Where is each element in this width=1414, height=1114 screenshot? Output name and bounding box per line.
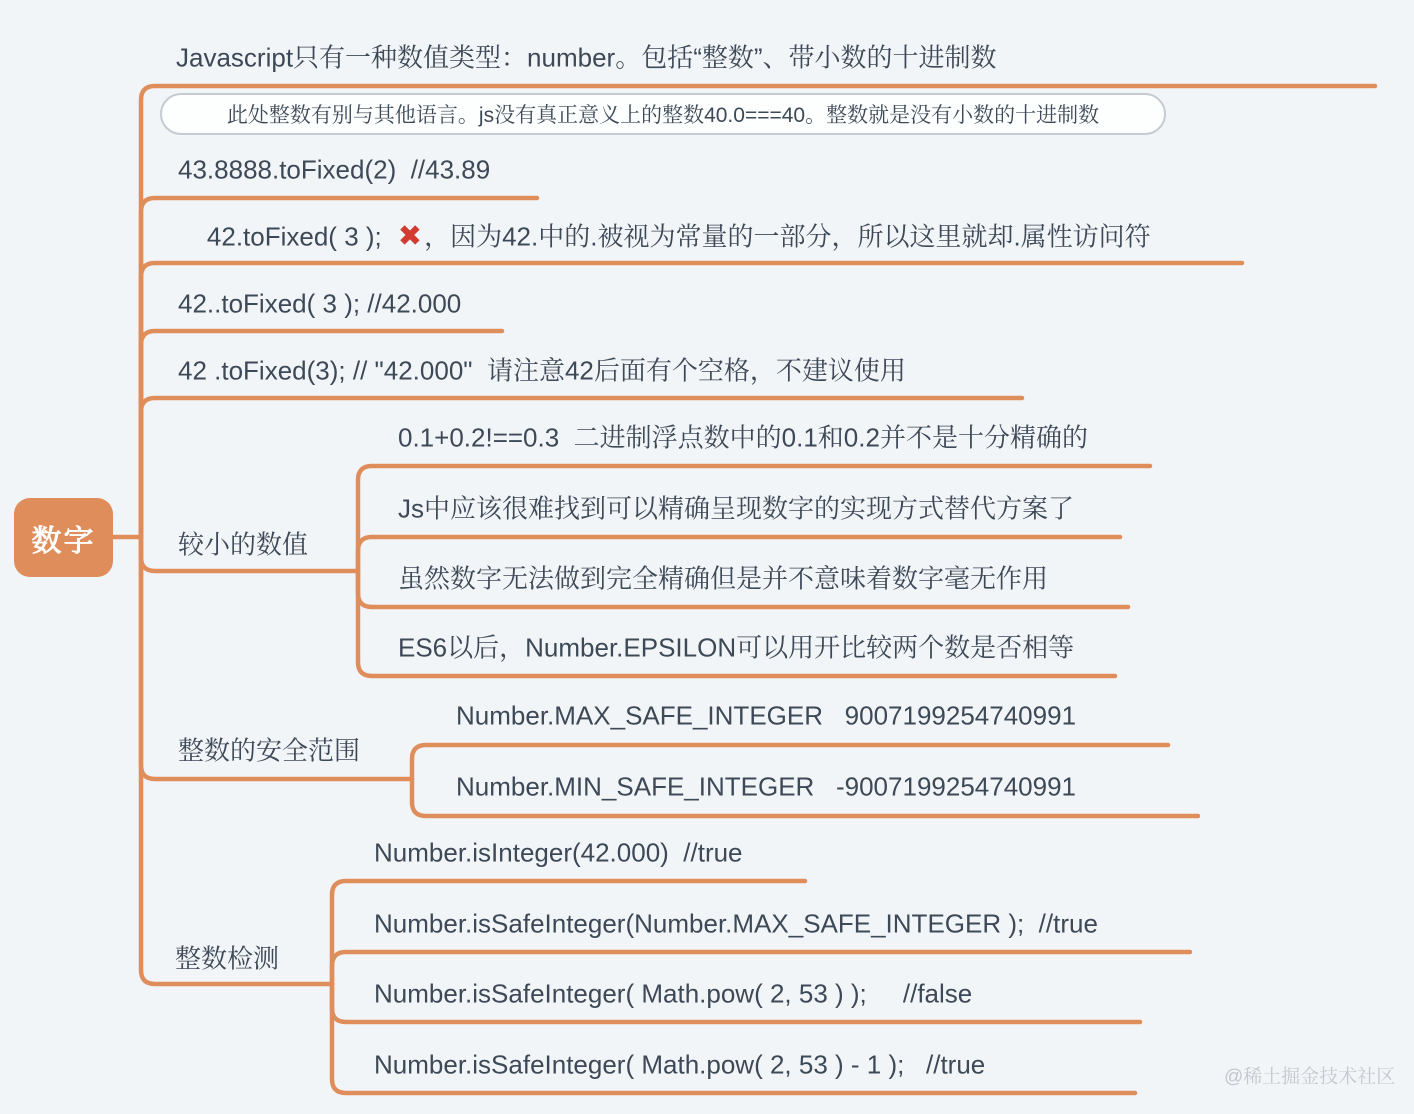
topic-min-safe-integer[interactable]: Number.MIN_SAFE_INTEGER -9007199254740991 — [456, 771, 1077, 802]
note-box-integer-explanation[interactable]: 此处整数有别与其他语言。js没有真正意义上的整数40.0===40。整数就是没有小数的十进制数 — [160, 93, 1166, 135]
watermark: @稀土掘金技术社区 — [1224, 1066, 1396, 1088]
topic-issafeinteger-pow[interactable]: Number.isSafeInteger( Math.pow( 2, 53 ) ); //false — [374, 978, 973, 1009]
topic-epsilon[interactable]: ES6以后，Number.EPSILON可以用开比较两个数是否相等 — [398, 632, 1075, 663]
branch-small-values[interactable]: 较小的数值 — [178, 529, 309, 560]
branch-integer-check[interactable]: 整数检测 — [175, 943, 280, 974]
topic-tofixed-42-space[interactable]: 42 .toFixed(3); // "42.000" 请注意42后面有个空格，不建议使用 — [178, 355, 906, 386]
branch-safe-integer-range[interactable]: 整数的安全范围 — [178, 735, 361, 766]
topic-text-before-cross: 42.toFixed( 3 ); — [206, 221, 382, 252]
topic-isinteger[interactable]: Number.isInteger(42.000) //true — [374, 837, 743, 868]
error-cross-icon: ✖ — [397, 220, 421, 253]
topic-tofixed-42-double-dot[interactable]: 42..toFixed( 3 ); //42.000 — [178, 288, 462, 319]
topic-still-useful[interactable]: 虽然数字无法做到完全精确但是并不意味着数字毫无作用 — [398, 563, 1049, 594]
topic-tofixed-43[interactable]: 43.8888.toFixed(2) //43.89 — [178, 154, 491, 185]
root-node[interactable]: 数字 — [14, 498, 113, 577]
topic-no-alternative[interactable]: Js中应该很难找到可以精确呈现数字的实现方式替代方案了 — [398, 493, 1075, 524]
topic-text-after-cross: ，因为42.中的.被视为常量的一部分，所以这里就却.属性访问符 — [424, 221, 1151, 252]
topic-tofixed-42-error[interactable] — [178, 188, 1151, 285]
topic-float-precision[interactable]: 0.1+0.2!==0.3 二进制浮点数中的0.1和0.2并不是十分精确的 — [398, 422, 1088, 453]
topic-max-safe-integer[interactable]: Number.MAX_SAFE_INTEGER 9007199254740991 — [456, 700, 1077, 731]
topic-issafeinteger-pow-minus-1[interactable]: Number.isSafeInteger( Math.pow( 2, 53 ) - 1 ); //true — [374, 1049, 986, 1080]
topic-issafeinteger-max[interactable]: Number.isSafeInteger(Number.MAX_SAFE_INTEGER ); //true — [374, 908, 1098, 939]
topic-number-type[interactable]: Javascript只有一种数值类型：number。包括“整数”、带小数的十进制数 — [176, 42, 997, 73]
